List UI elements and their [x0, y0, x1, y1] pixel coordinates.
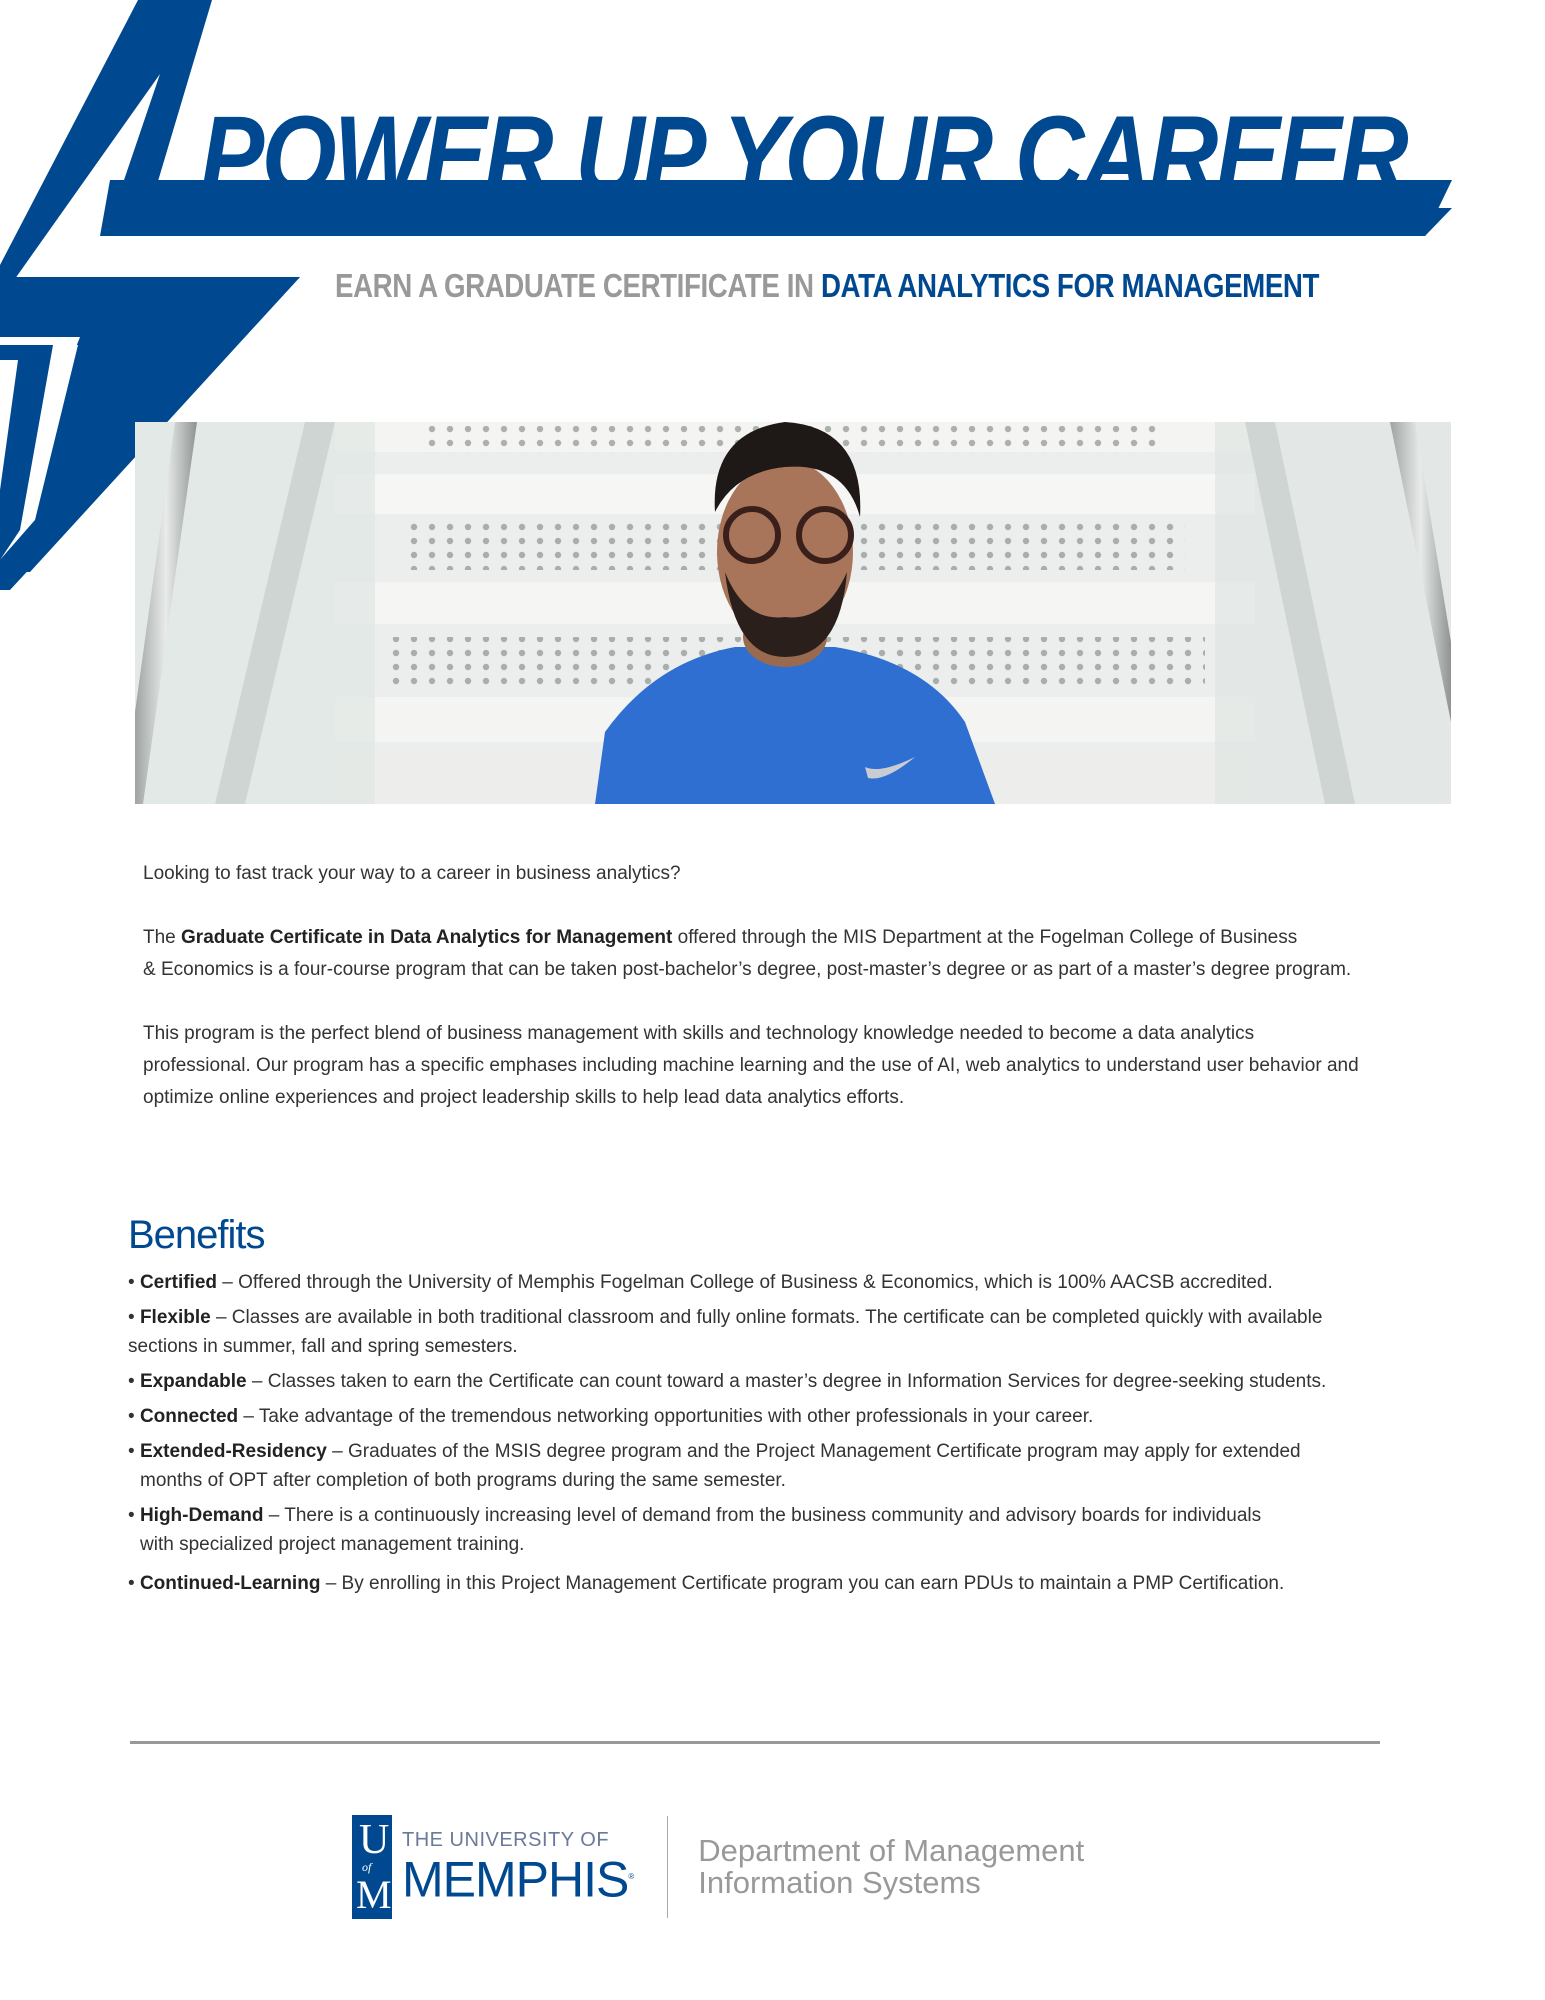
registered-mark: ®: [628, 1871, 634, 1881]
intro-section: [143, 858, 1463, 1146]
benefit-text: – Take advantage of the tremendous networking opportunities with other professionals in your career.: [238, 1406, 1094, 1427]
logo-of: of: [362, 1860, 372, 1874]
bullet-icon: •: [128, 1307, 135, 1328]
department-line-2: Information Systems: [698, 1865, 981, 1900]
hero-photo: [135, 422, 1451, 804]
subtitle-grey: EARN A GRADUATE CERTIFICATE IN: [335, 267, 814, 304]
bullet-icon: •: [128, 1573, 135, 1594]
intro-p2-prefix: The: [143, 927, 182, 948]
benefit-item: [128, 1437, 1458, 1495]
university-shield-logo: [352, 1815, 392, 1919]
university-wordmark: [402, 1829, 633, 1906]
benefit-text-continued: months of OPT after completion of both programs during the same semester.: [140, 1470, 786, 1491]
benefit-text-continued: sections in summer, fall and spring semesters.: [128, 1336, 518, 1357]
benefits-heading: Benefits: [128, 1213, 265, 1257]
benefit-term: Continued-Learning: [139, 1573, 321, 1594]
intro-p3-line1: This program is the perfect blend of business management with skills and technology knowledge needed to become a data analytics: [143, 1023, 1255, 1044]
benefit-term: Extended-Residency: [139, 1441, 327, 1462]
benefit-term: Flexible: [139, 1307, 211, 1328]
benefit-text: – By enrolling in this Project Management Certificate program you can earn PDUs to maintain a PMP Certification.: [320, 1573, 1285, 1594]
benefit-text: – Classes are available in both traditional classroom and fully online formats. The certificate can be completed quickly with available: [210, 1307, 1323, 1328]
intro-p2-line2: & Economics is a four-course program that can be taken post-bachelor’s degree, post-master’s degree or as part of a master’s degree program.: [143, 959, 1352, 980]
benefit-text-continued: with specialized project management training.: [140, 1534, 525, 1555]
logo-divider: [667, 1816, 668, 1918]
benefit-term: Certified: [139, 1272, 218, 1293]
university-wordmark-top: THE UNIVERSITY OF: [402, 1828, 610, 1851]
bullet-icon: •: [128, 1272, 135, 1293]
bullet-icon: •: [128, 1441, 135, 1462]
benefit-text: – Offered through the University of Memphis Fogelman College of Business & Economics, which is 100% AACSB accredited.: [217, 1272, 1273, 1293]
benefit-term: Connected: [139, 1406, 239, 1427]
footer-divider: [130, 1741, 1380, 1744]
intro-lead: Looking to fast track your way to a career in business analytics?: [143, 863, 681, 884]
department-name: [698, 1835, 1084, 1899]
intro-p3-line3: optimize online experiences and project leadership skills to help lead data analytics efforts.: [143, 1087, 905, 1108]
page-subtitle: [335, 266, 1319, 306]
logo-letter-u: U: [359, 1817, 390, 1863]
benefit-item: [128, 1402, 1458, 1431]
benefit-text: – There is a continuously increasing level of demand from the business community and advisory boards for individuals: [263, 1505, 1262, 1526]
benefit-term: Expandable: [139, 1371, 247, 1392]
benefit-text: – Graduates of the MSIS degree program and the Project Management Certificate program may apply for extended: [326, 1441, 1301, 1462]
benefits-list: [128, 1268, 1458, 1604]
benefit-item: [128, 1501, 1458, 1559]
benefit-item: [128, 1367, 1458, 1396]
university-wordmark-bottom: [402, 1851, 633, 1906]
university-name: MEMPHIS: [402, 1851, 629, 1908]
benefit-term: High-Demand: [139, 1505, 264, 1526]
bullet-icon: •: [128, 1406, 135, 1427]
intro-paragraph-program: [143, 922, 1463, 986]
benefit-item: [128, 1569, 1458, 1598]
bullet-icon: •: [128, 1505, 135, 1526]
intro-p2-line1: offered through the MIS Department at the Fogelman College of Business: [672, 927, 1298, 948]
page-title: POWER UP YOUR CAREER: [200, 93, 1407, 218]
benefit-text: – Classes taken to earn the Certificate can count toward a master’s degree in Information Services for degree-seeking students.: [246, 1371, 1327, 1392]
intro-paragraph-blend: [143, 1018, 1463, 1114]
logo-letter-m: M: [356, 1872, 392, 1917]
footer-logos: [352, 1815, 1084, 1919]
bullet-icon: •: [128, 1371, 135, 1392]
benefit-item: [128, 1303, 1458, 1361]
department-line-1: Department of Management: [698, 1833, 1085, 1868]
subtitle-blue: DATA ANALYTICS FOR MANAGEMENT: [820, 267, 1320, 304]
benefit-item: [128, 1268, 1458, 1297]
program-name: Graduate Certificate in Data Analytics for Management: [181, 927, 673, 948]
intro-p3-line2: professional. Our program has a specific emphases including machine learning and the use of AI, web analytics to understand user behavior and: [143, 1055, 1359, 1076]
